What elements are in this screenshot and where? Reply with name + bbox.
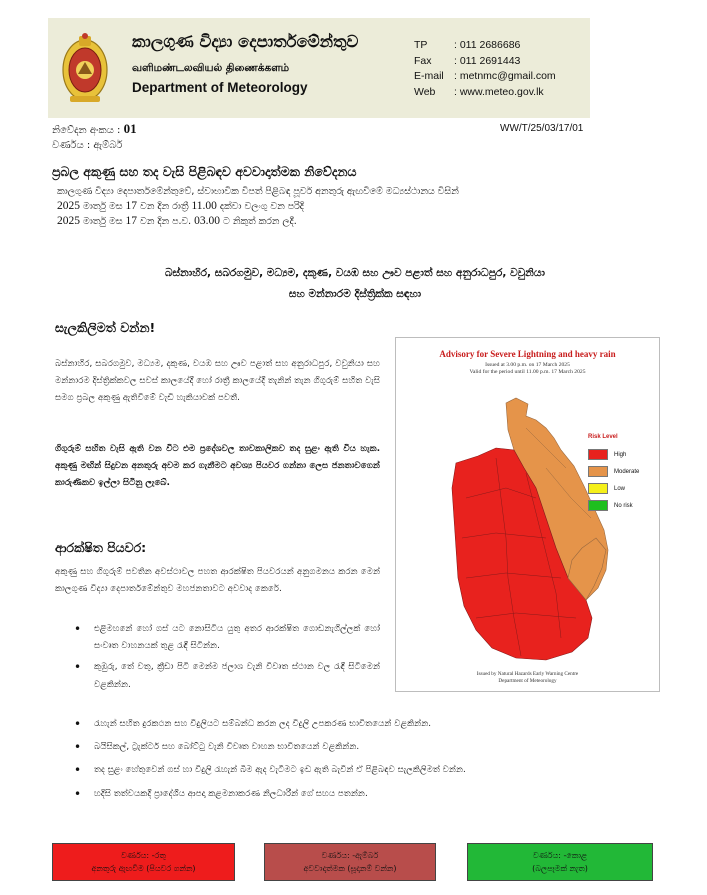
map-legend (588, 434, 639, 514)
legend-swatch-high (588, 449, 608, 460)
sri-lanka-emblem-icon (60, 30, 110, 106)
affected-districts: බස්නාහිර, සබරගමුව, මධ්‍යම, දකුණ, වයඹ සහ ඌව පළාත් සහ අනුරාධපුර, වවුනියා සහ මන්නාරම දිස්ත්‍රික්ක සඳහා (164, 267, 546, 300)
legend-item-high: High (588, 446, 639, 463)
letterhead (48, 18, 590, 118)
list-item: • බයිසිකල්, ට්‍රැක්ටර් සහ බෝට්ටු වැනි විවෘත වාහන භාවිතයෙන් වළකින්න. (74, 739, 674, 756)
legend-item-moderate: Moderate (588, 463, 639, 480)
safety-heading: ආරක්ෂිත පියවර: (55, 540, 147, 555)
safety-list-top (74, 621, 380, 698)
notice-meta: නිවේදන අංකය : 01 වර්ණය : ඇම්බර් (52, 121, 137, 151)
list-item: • තද සුළං හේතුවෙන් ගස් හා විදුලි රැහැන් බිම ඇද වැටීමට ඉඩ ඇති බැවින් ඒ පිළිබඳව සැලකිලිමත් වන්න. (74, 762, 674, 779)
footer-key-green: වර්ණය: -කොළ (බලපෑමක් නැත) (467, 843, 653, 881)
contact-row-web: Web : www.meteo.gov.lk (414, 85, 556, 101)
contact-row-tp: TP : 011 2686686 (414, 39, 521, 51)
color-level: වර්ණය : ඇම්බර් (52, 140, 123, 151)
map-footer: Issued by Natural Hazards Early Warning Centre Department of Meteorology (476, 671, 579, 684)
department-title-english: Department of Meteorology (132, 80, 308, 95)
list-item: • රැහැන් සහිත දුරකථන සහ විදුලියට සම්බන්ධ කරන ලද විදුලි උපකරණ භාවිතයෙන් වළකින්න. (74, 716, 674, 733)
legend-swatch-low (588, 483, 608, 494)
notice-number: 01 (123, 121, 137, 136)
list-item: • හදිසි තත්වයකදී ප්‍රාදේශීය ආපදා කළමනාකරණ නිලධාරීන් ගේ සහය පතන්න. (74, 786, 674, 803)
wind-warning-paragraph: ගිගුරුම් සහිත වැසි ඇති වන විට එම ප්‍රදේශවල තාවකාලිකව තද සුළං ඇති විය හැක. අකුණු මඟින් සිදුවන අනතුරු අවම කර ගැනීමට අවශ්‍ය පියවර ගන්නා ලෙස ජනතාවගෙන් කාරුණිකව ඉල්ලා සිටිනු ලැබේ. (55, 444, 380, 489)
department-title-sinhala: කාලගුණ විද්‍යා දෙපාර්තමේන්තුව (132, 32, 359, 51)
map-issued: Issued at 3.00 p.m. on 17 March 2025 (485, 362, 570, 368)
alert-heading: සැලකිලිමත් වන්න! (55, 320, 156, 335)
footer-key-amber: වර්ණය: -ඇම්බර් අවවාදාත්මක (සූදානම් වන්න) (264, 843, 436, 881)
contact-row-email: E-mail : metnmc@gmail.com (414, 69, 556, 85)
list-item: • කුඹුරු, තේ වතු, ක්‍රීඩා පිටි මෙන්ම ජලාශ වැනි විවෘත ස්ථාන වල රැඳී සිටීමෙන් වළකින්න. (74, 659, 380, 693)
contact-row-fax: Fax : 011 2691443 (414, 54, 521, 67)
advisory-title: ප්‍රබල අකුණු සහ තද වැසි පිළිබඳව අවවාදාත්මක නිවේදනය (52, 164, 357, 179)
legend-title: Risk Level (588, 434, 618, 440)
website-link[interactable]: : www.meteo.gov.lk (454, 85, 544, 98)
department-title-tamil: வளிமண்டலவியல் திணைக்களம் (132, 62, 290, 74)
map-title: Advisory for Severe Lightning and heavy rain (439, 349, 616, 359)
contact-block (414, 38, 556, 100)
safety-intro: අකුණු සහ ගිගුරුම් පවතින අවස්ථාවල පහත ආරක්ෂිත පියවරයන් අනුගමනය කරන මෙන් කාලගුණ විද්‍යා දෙපාර්තමේන්තුව මහජනතාවට අවවාද කෙරේ. (55, 567, 380, 595)
email-link[interactable]: : metnmc@gmail.com (454, 70, 556, 82)
reference-number: WW/T/25/03/17/01 (500, 123, 584, 134)
list-item: • එළිමහනේ හෝ ගස් යට නොසිටිය යුතු අතර ආරක්ෂිත ගොඩනැගිල්ලක් හෝ සංවෘත වාහනයක් තුළ රැඳී සිටින්න. (74, 621, 380, 655)
footer-key-red: වර්ණය: -රතු අනතුරු ඇඟවීම (පියවර ගන්න) (52, 843, 235, 881)
risk-map (395, 337, 660, 692)
map-valid: Valid for the period until 11.00 p.m. 17 March 2025 (469, 369, 586, 375)
advisory-intro: කාලගුණ විද්‍යා දෙපාර්තමේන්තුවේ, ස්වාභාවික විපත් පිළිබඳ පූර්ව අනතුරු ඇඟවීමේ මධ්‍යස්ථානය විසින් 2025 මාර්තු මස 17 වන දින රාත්‍රී 11.00 දක්වා වලංගු වන පරිදි 2025 මාර්තු මස 17 වන දින ප.ව. 03.00 ට නිකුත් කරන ලදී. (57, 186, 459, 227)
legend-swatch-moderate (588, 466, 608, 477)
legend-item-no-risk: No risk (588, 497, 639, 514)
legend-swatch-no-risk (588, 500, 608, 511)
sri-lanka-map (396, 338, 661, 693)
legend-item-low: Low (588, 480, 639, 497)
safety-list-bottom (74, 716, 674, 809)
alert-paragraph: බස්නාහිර, සබරගමුව, මධ්‍යම, දකුණ, වයඹ සහ ඌව පළාත් සහ අනුරාධපුර, වවුනියා සහ මන්නාරම දිස්ත්‍රික්කවල සවස් කාලයේදී හෝ රාත්‍රී කාලයේදී තැනින් තැන ගිගුරුම් සහිත වැසි සමග ප්‍රබල අකුණු ඇතිවීමේ වැඩි හැකියාවක් පවතී. (55, 359, 380, 404)
